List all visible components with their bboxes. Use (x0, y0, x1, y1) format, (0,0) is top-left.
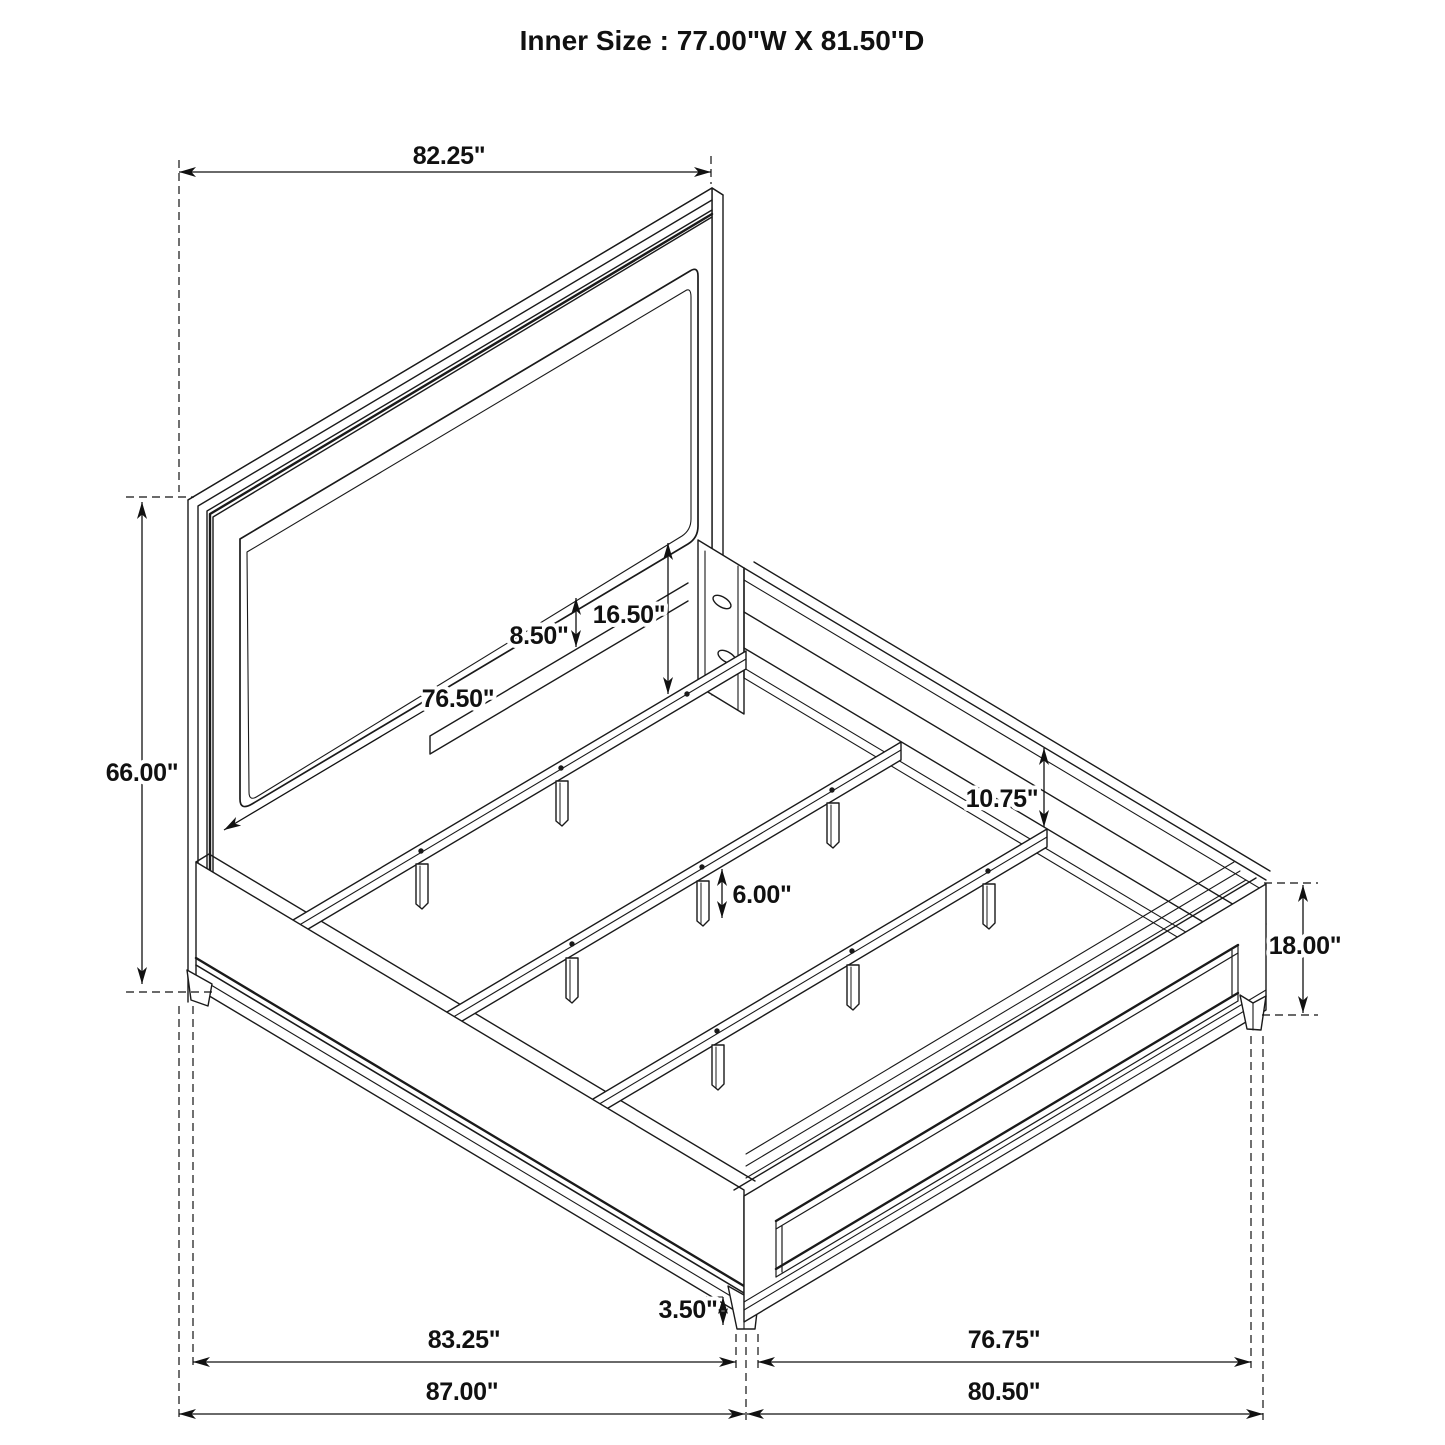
label-overall-depth: 87.00" (425, 1378, 499, 1406)
slat-leg (983, 884, 995, 929)
side-rail-right (744, 562, 1270, 990)
screw-dot (558, 765, 563, 770)
headboard-front-face (188, 188, 712, 1002)
rail-right-top-inner (744, 580, 1266, 892)
screw-dot (699, 864, 704, 869)
label-slat-rail-length: 76.50" (421, 685, 495, 713)
footboard (734, 862, 1266, 1322)
slat-leg (827, 803, 839, 848)
label-side-rail-length: 83.25" (427, 1326, 501, 1354)
rail-left-front-face (196, 862, 744, 1316)
slat-leg (566, 958, 578, 1003)
screw-dot (418, 848, 423, 853)
label-foot-height: 3.50" (658, 1296, 718, 1324)
label-headboard-width: 82.25" (412, 142, 486, 170)
screw-dot (569, 941, 574, 946)
rail-right-ledge (744, 612, 1266, 924)
slat-leg (416, 864, 428, 909)
label-panel-to-cleat: 8.50" (509, 622, 569, 650)
label-footboard-inner-width: 76.75" (967, 1326, 1041, 1354)
label-headboard-height: 66.00" (105, 759, 179, 787)
side-rail-left (196, 862, 744, 1316)
screw-dot (684, 691, 689, 696)
label-rail-to-slat: 10.75" (965, 785, 1039, 813)
slat-leg (847, 965, 859, 1010)
headboard (188, 188, 744, 1002)
footboard-panel-groove-top (776, 945, 1238, 1221)
rail-right-top-edge (744, 568, 1266, 880)
screw-dot (985, 868, 990, 873)
label-footboard-height: 18.00" (1268, 932, 1342, 960)
footboard-panel-groove-bottom (776, 993, 1238, 1269)
footboard-front-face (744, 884, 1266, 1322)
slat-leg (697, 881, 709, 926)
label-panel-to-slat-rail: 16.50" (592, 601, 666, 629)
screw-dot (714, 1028, 719, 1033)
slat-leg (712, 1045, 724, 1090)
diagram-title: Inner Size : 77.00"W X 81.50''D (519, 25, 925, 56)
screw-dot (829, 787, 834, 792)
label-overall-width: 80.50" (967, 1378, 1041, 1406)
screw-dot (849, 948, 854, 953)
bed-drawing (187, 188, 1270, 1329)
label-slat-leg-height: 6.00" (732, 881, 792, 909)
headboard-side-face (712, 188, 723, 562)
slat-leg (556, 781, 568, 826)
footboard-panel-line-top (776, 953, 1238, 1229)
